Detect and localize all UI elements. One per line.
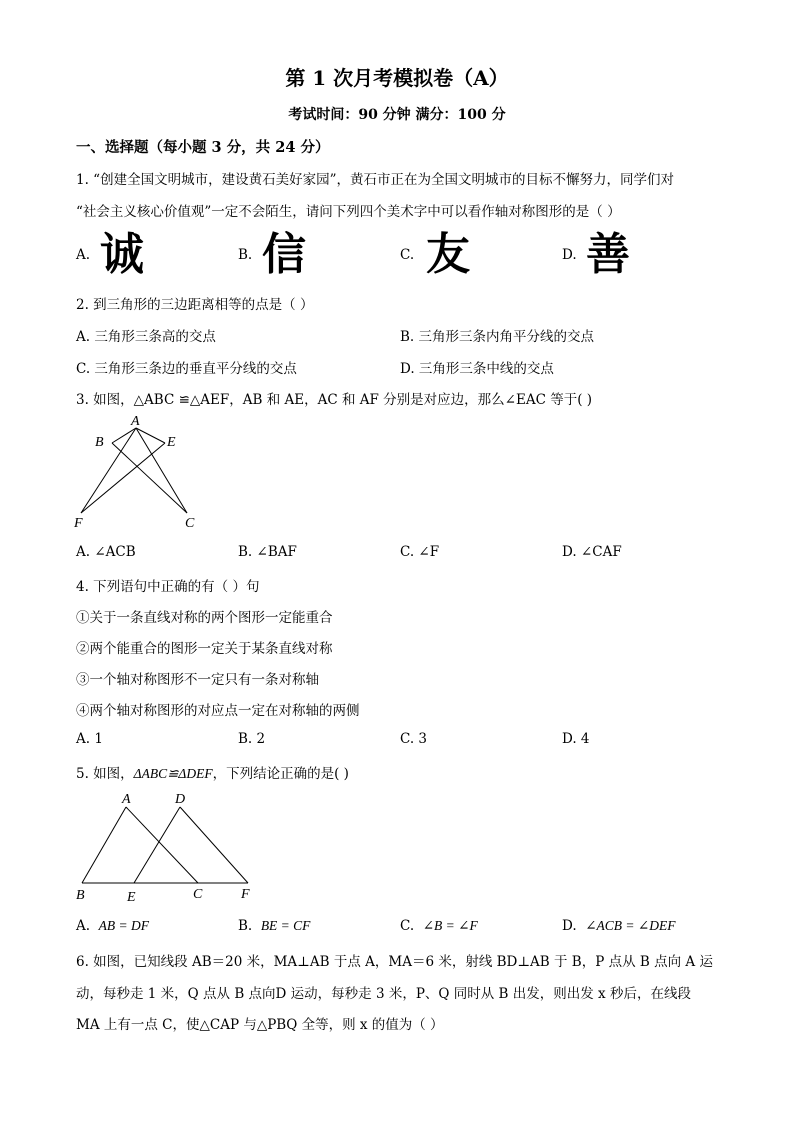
q4-statement-4: ④两个轴对称图形的对应点一定在对称轴的两侧 <box>76 703 360 719</box>
q5-label-b: B <box>76 888 85 903</box>
q5-option-b <box>238 918 310 934</box>
q5-option-d <box>562 918 675 934</box>
q2-option-b: B. 三角形三条内角平分线的交点 <box>400 329 595 345</box>
q5-stem <box>76 762 349 782</box>
q3-option-d: D. ∠CAF <box>562 544 622 560</box>
q5-label-f: F <box>241 887 250 902</box>
q3-label-e: E <box>167 435 176 450</box>
section-heading: 一、选择题（每小题 3 分，共 24 分） <box>76 139 330 156</box>
q5-option-d-expr: ∠ACB = ∠DEF <box>585 918 676 933</box>
q5-stem-prefix: 5. 如图， <box>76 766 134 782</box>
q5-option-a-letter: A. <box>76 918 91 934</box>
q5-option-a <box>76 918 149 934</box>
q1-option-a-glyph: 诚 <box>100 229 144 280</box>
q5-option-a-expr: AB = DF <box>98 918 149 933</box>
q5-option-b-expr: BE = CF <box>260 918 311 933</box>
q5-stem-suffix: ，下列结论正确的是( ) <box>212 766 349 782</box>
q4-option-c: C. 3 <box>400 731 428 747</box>
q3-figure <box>70 410 210 535</box>
q3-option-c: C. ∠F <box>400 544 440 560</box>
q3-option-a: A. ∠ACB <box>76 544 136 560</box>
exam-info: 考试时间：90 分钟 满分：100 分 <box>288 107 506 123</box>
q5-figure <box>70 786 270 906</box>
q1-option-b-glyph: 信 <box>262 229 306 280</box>
q1-option-c-glyph: 友 <box>426 229 470 280</box>
q5-option-c <box>400 918 478 934</box>
q4-statement-3: ③一个轴对称图形不一定只有一条对称轴 <box>76 672 319 688</box>
q1-option-c-letter: C. <box>400 247 415 263</box>
q1-option-d-letter: D. <box>562 247 577 263</box>
q5-label-e: E <box>127 890 136 905</box>
q5-option-b-letter: B. <box>238 918 253 934</box>
q1-stem-line1: 1. “创建全国文明城市，建设黄石美好家园”，黄石市正在为全国文明城市的目标不懈努力，同学们对 <box>76 172 674 188</box>
q4-statement-1: ①关于一条直线对称的两个图形一定能重合 <box>76 610 333 626</box>
page-title: 第 1 次月考模拟卷（A） <box>285 66 509 90</box>
q4-option-a: A. 1 <box>76 731 103 747</box>
q1-option-b-letter: B. <box>238 247 253 263</box>
q4-stem: 4. 下列语句中正确的有（ ）句 <box>76 579 260 595</box>
q5-label-d: D <box>175 792 186 807</box>
q4-option-b: B. 2 <box>238 731 266 747</box>
q2-option-d: D. 三角形三条中线的交点 <box>400 361 554 377</box>
q1-option-d-glyph: 善 <box>586 229 630 280</box>
q4-statement-2: ②两个能重合的图形一定关于某条直线对称 <box>76 641 333 657</box>
q5-stem-math: ΔABC≌ΔDEF <box>133 766 213 781</box>
q4-option-d: D. 4 <box>562 731 590 747</box>
q6-stem-line1: 6. 如图，已知线段 AB＝20 米，MA⊥AB 于点 A，MA＝6 米，射线 BD⊥AB 于 B，P 点从 B 点向 A 运 <box>76 954 713 970</box>
q3-option-b: B. ∠BAF <box>238 544 297 560</box>
q3-label-b: B <box>95 435 104 450</box>
q5-option-d-letter: D. <box>562 918 577 934</box>
q3-label-c: C <box>185 516 195 531</box>
q2-option-a: A. 三角形三条高的交点 <box>76 329 216 345</box>
q2-stem: 2. 到三角形的三边距离相等的点是（ ） <box>76 297 314 313</box>
q5-option-c-letter: C. <box>400 918 415 934</box>
q3-label-a: A <box>131 414 140 429</box>
q2-option-c: C. 三角形三条边的垂直平分线的交点 <box>76 361 297 377</box>
q3-stem: 3. 如图，△ABC ≌△AEF，AB 和 AE，AC 和 AF 分别是对应边，那么∠EAC 等于( ) <box>76 392 593 408</box>
q3-label-f: F <box>74 516 83 531</box>
q1-stem-line2: “社会主义核心价值观”一定不会陌生，请问下列四个美术字中可以看作轴对称图形的是（ ） <box>76 204 621 220</box>
q1-option-a-letter: A. <box>76 247 91 263</box>
q6-stem-line2: 动，每秒走 1 米，Q 点从 B 点向D 运动，每秒走 3 米，P、Q 同时从 B 出发，则出发 x 秒后，在线段 <box>76 986 691 1002</box>
q6-stem-line3: MA 上有一点 C，使△CAP 与△PBQ 全等，则 x 的值为（ ） <box>76 1017 444 1033</box>
q5-label-c: C <box>193 887 203 902</box>
q5-option-c-expr: ∠B = ∠F <box>422 918 478 933</box>
q5-label-a: A <box>122 792 131 807</box>
